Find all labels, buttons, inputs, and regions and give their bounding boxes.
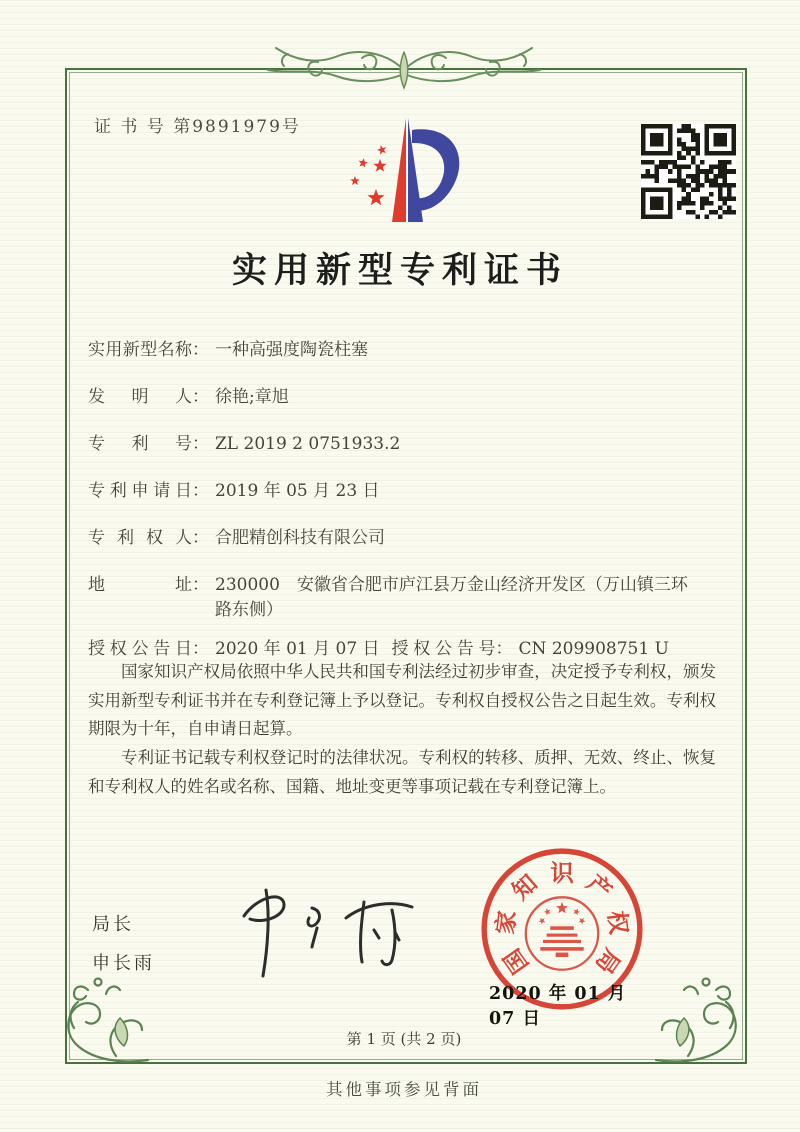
colon: ： bbox=[192, 340, 209, 360]
legal-paragraph-2: 专利证书记载专利权登记时的法律状况。专利权的转移、质押、无效、终止、恢复和专利权人的姓名或名称、国籍、地址变更等事项记载在专利登记簿上。 bbox=[88, 748, 716, 796]
svg-text:知: 知 bbox=[506, 868, 543, 906]
field-value: ZL 2019 2 0751933.2 bbox=[215, 434, 401, 454]
colon: ： bbox=[192, 434, 209, 454]
officer-signature bbox=[216, 874, 421, 986]
national-emblem bbox=[526, 897, 598, 969]
cnipa-logo-icon bbox=[330, 110, 478, 232]
legal-text bbox=[88, 658, 716, 802]
svg-text:权: 权 bbox=[602, 909, 634, 936]
field-value: 230000 安徽省合肥市庐江县万金山经济开发区（万山镇三环路东侧） bbox=[215, 575, 688, 620]
field-value: CN 209908751 U bbox=[518, 639, 669, 659]
field-row-filing-date bbox=[88, 479, 728, 504]
officer-name: 申长雨 bbox=[92, 953, 155, 974]
field-label: 授权公告日 bbox=[88, 639, 192, 659]
colon: ： bbox=[192, 639, 209, 659]
field-label: 实用新型名称 bbox=[88, 340, 192, 360]
field-row-inventor bbox=[88, 385, 728, 410]
certificate-title: 实用新型专利证书 bbox=[231, 250, 568, 291]
field-value: 一种高强度陶瓷柱塞 bbox=[215, 340, 368, 360]
back-side-note: 其他事项参见背面 bbox=[326, 1080, 482, 1099]
seal-date: 2020 年 01 月 07 日 bbox=[489, 984, 627, 1029]
colon: ： bbox=[192, 387, 209, 407]
field-row-patent-no bbox=[88, 432, 728, 457]
field-label: 专利申请日 bbox=[88, 481, 192, 501]
colon: ： bbox=[495, 639, 513, 659]
field-label: 发明人 bbox=[88, 387, 192, 407]
field-value: 徐艳;章旭 bbox=[215, 387, 289, 407]
field-label: 专利号 bbox=[88, 434, 192, 454]
field-row-name bbox=[88, 338, 728, 363]
field-row-address bbox=[88, 573, 728, 623]
field-label: 授权公告号 bbox=[391, 639, 496, 659]
colon: ： bbox=[192, 481, 209, 501]
field-label: 地址 bbox=[88, 575, 192, 595]
svg-text:产: 产 bbox=[581, 868, 618, 906]
svg-text:识: 识 bbox=[550, 858, 574, 887]
colon: ： bbox=[192, 575, 209, 595]
qr-code-icon bbox=[641, 124, 736, 219]
svg-text:局: 局 bbox=[589, 943, 627, 979]
colon: ： bbox=[192, 528, 209, 548]
top-flourish-ornament bbox=[258, 40, 550, 100]
svg-text:国: 国 bbox=[497, 943, 535, 979]
svg-text:家: 家 bbox=[490, 909, 522, 936]
field-value: 2019 年 05 月 23 日 bbox=[215, 481, 380, 501]
page-number: 第 1 页 (共 2 页) bbox=[346, 1030, 462, 1048]
field-row-patentee bbox=[88, 526, 728, 551]
bottom-right-ornament bbox=[654, 968, 750, 1064]
officer-block bbox=[92, 910, 155, 988]
field-value: 2020 年 01 月 07 日 bbox=[215, 639, 380, 659]
officer-title: 局长 bbox=[92, 914, 134, 935]
field-value: 合肥精创科技有限公司 bbox=[215, 528, 385, 548]
certificate-number: 证 书 号 第9891979号 bbox=[94, 117, 301, 137]
field-list bbox=[88, 338, 728, 684]
legal-paragraph-1: 国家知识产权局依照中华人民共和国专利法经过初步审查，决定授予专利权，颁发实用新型专利证书并在专利登记簿上予以登记。专利权自授权公告之日起生效。专利权期限为十年，自申请日起算。 bbox=[88, 662, 716, 739]
field-label: 专利权人 bbox=[88, 528, 192, 548]
